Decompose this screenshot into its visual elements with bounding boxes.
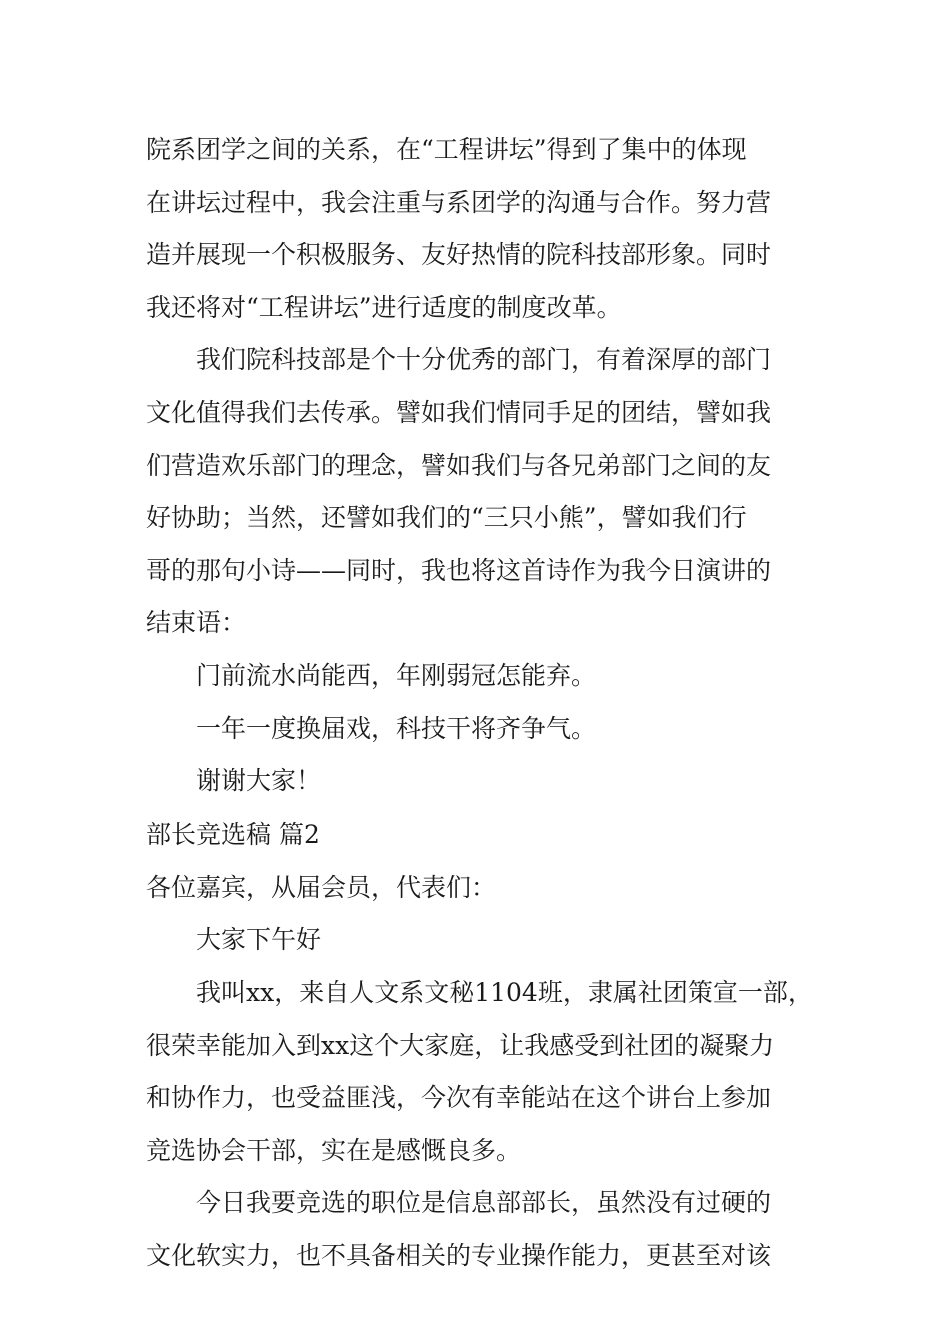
paragraph-line: 和协作力，也受益匪浅，今次有幸能站在这个讲台上参加 [146,1083,772,1113]
paragraph-line: 今日我要竞选的职位是信息部部长，虽然没有过硬的 [196,1188,772,1218]
paragraph-line: 竞选协会干部，实在是感慨良多。 [146,1135,522,1165]
paragraph-line: 院系团学之间的关系，在“工程讲坛”得到了集中的体现 [146,135,747,164]
paragraph-line: 文化值得我们去传承。譬如我们情同手足的团结，譬如我 [146,397,772,427]
section-heading: 部长竞选稿 篇2 [146,819,320,849]
closing-line: 谢谢大家！ [196,766,322,796]
paragraph-line: 造并展现一个积极服务、友好热情的院科技部形象。同时 [146,240,772,270]
paragraph-line: 文化软实力，也不具备相关的专业操作能力，更甚至对该 [146,1240,772,1270]
paragraph-line: 们营造欢乐部门的理念，譬如我们与各兄弟部门之间的友 [146,450,772,480]
paragraph-line: 好协助；当然，还譬如我们的“三只小熊”，譬如我们行 [146,503,747,533]
salutation-line: 各位嘉宾，从届会员，代表们： [146,872,497,902]
paragraph-line: 很荣幸能加入到xx这个大家庭，让我感受到社团的凝聚力 [146,1030,775,1060]
paragraph-line: 结束语： [146,608,247,638]
paragraph-line: 我们院科技部是个十分优秀的部门，有着深厚的部门 [196,345,772,375]
poem-line: 门前流水尚能西，年刚弱冠怎能弃。 [196,660,597,690]
paragraph-line: 我叫xx，来自人文系文秘1104班，隶属社团策宣一部， [196,977,813,1007]
greeting-line: 大家下午好 [196,925,322,955]
paragraph-line: 在讲坛过程中，我会注重与系团学的沟通与合作。努力营 [146,187,772,217]
paragraph-line: 哥的那句小诗——同时，我也将这首诗作为我今日演讲的 [146,555,772,585]
paragraph-line: 我还将对“工程讲坛”进行适度的制度改革。 [146,292,622,322]
document-page [146,124,826,1282]
poem-line: 一年一度换届戏，科技干将齐争气。 [196,713,597,743]
